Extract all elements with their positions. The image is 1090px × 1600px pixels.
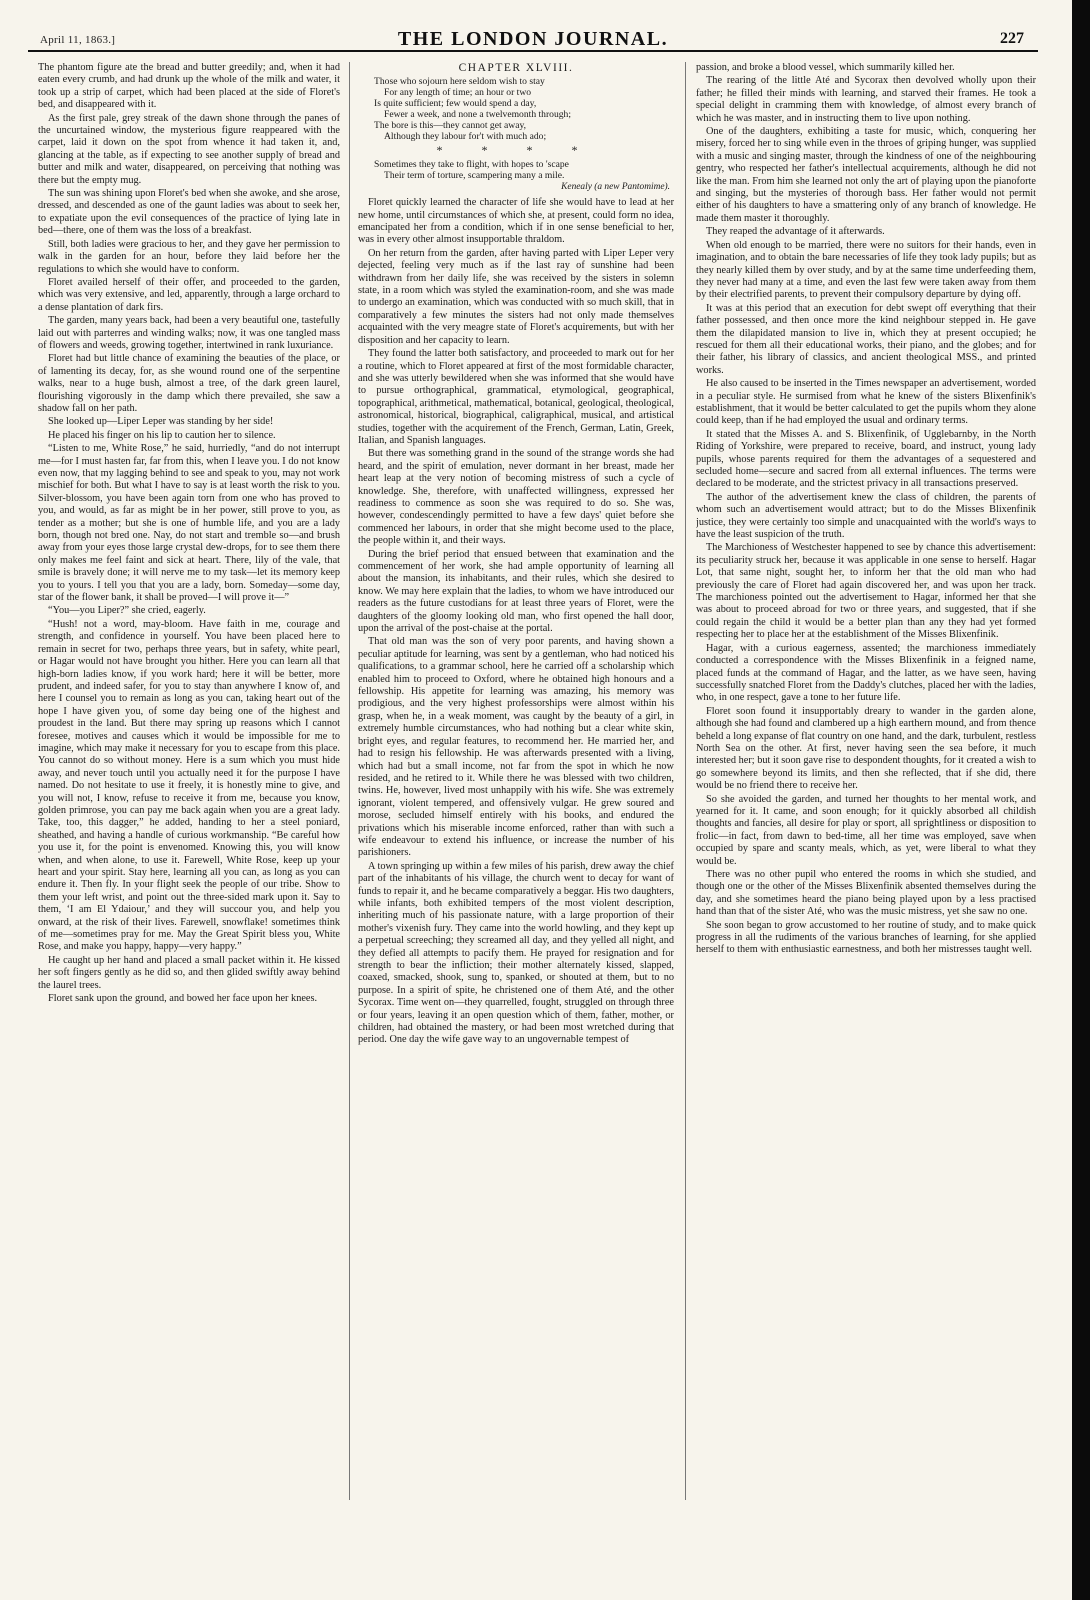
paragraph: Floret sank upon the ground, and bowed her face upon her knees. [48,993,318,1005]
masthead [28,28,1038,52]
verse-line: Those who sojourn here seldom wish to stay [374,76,545,88]
paragraph: It was at this period that an execution for debt swept off everything that their father possessed, and then once more the kind neighbour stepped in. He gave them the dilapidated mansion to live in, which they at present occupied; he rescued for them all their educational works, their piano, and the globes; and for their father, his library of classics, and ancient theological MSS., and printed works. [696,302,1036,376]
paragraph: “Listen to me, White Rose,” he said, hurriedly, “and do not interrupt me—for I must hasten far, far from this, when I leave you. I do not know even now, that my lagging behind to see and speak to you, may not work mischief for both. But what I have to say is at least worth the risk to you. Silver-blossom, you have been again torn from one who has proved to you, and would, as far as might be in her power, still prove to you, as tender as a mother; but she is one of humble life, and you are a lady born, though not bred one. Nay, do not start and tremble so—and brush away from your eyes those large crystal dew-drops, for to see them there only makes me feel faint and sick at heart. There, lily of the vale, that smile is bravely done; it will nerve me to my task—let its memory keep you to yours. I tell you that you are a lady, born. Someday—some day, star of the flower bank, it shall be proved—I will prove it—” [38,443,340,604]
verse-line: For any length of time; an hour or two [384,87,532,99]
column-2 [358,62,674,1500]
column-rule-left [349,62,350,1500]
verse-line: Is quite sufficient; few would spend a day, [374,98,537,110]
paragraph: Floret soon found it insupportably dreary to wander in the garden alone, although she had found and clambered up a high earthern mound, and from thence beheld a long expanse of flat country on one hand, and the dark, turbulent, restless North Sea on the other. At first, never having seen the sea before, it much interested her; but it soon gave rise to despondent thoughts, for it created a wish to go somewhere beyond its limits, and then she reflected, that if she did, there would be no friend there to receive her. [696,705,1036,792]
paragraph: Still, both ladies were gracious to her, and they gave her permission to walk in the garden for an hour, before they laid before her the regulations to which she would have to conform. [38,238,340,275]
paragraph: That old man was the son of very poor parents, and having shown a peculiar aptitude for learning, was sent by a gentleman, who had noticed his qualifications, to a grammar school, here he carried off a scholarship which enabled him to proceed to Oxford, where he obtained high honours and a fellowship. His appetite for learning was amazing, his memory was prodigious, and the very highest professorships were almost within his grasp, when he, in a weak moment, was caught by the beauty of a girl, in extremely humble circumstances, who had nothing but a clear white skin, bright eyes, and regular features, to recommend her. He married her, and had to resign his fellowship. He was afterwards presented with a living, which had but a small income, not far from the spot in which he now resided, and he retired to it. While there he was blessed with two children, twins. He, however, lived most unhappily with his wife. She was extremely ignorant, violent tempered, and offensively vulgar. He grew soured and morose, secluded himself entirely with his books, and endured the privations which his miserable income enforced, rather than with such a wife endeavour to extend his influence, or increase the number of his parishioners. [358,636,674,859]
paragraph: So she avoided the garden, and turned her thoughts to her mental work, and yearned for it. It came, and soon enough; for it quickly absorbed all childish thoughts and fancies, all desire for play or sport, all sprightliness or disposition to frolic—in fact, from dawn to bed-time, all her time was employed, save when occupied by spare and scanty meals, which, as yet, were liberal to what they would be. [696,793,1036,867]
paragraph: The author of the advertisement knew the class of children, the parents of whom such an advertisement would attract; but to do the Misses Blixenfinik justice, they were certainly too simple and unacquainted with the world's ways to have the least suspicion of the truth. [696,491,1036,541]
paragraph: He also caused to be inserted in the Times newspaper an advertisement, worded in a peculiar style. He surmised from what he knew of the sisters Blixenfinik's establishment, that it would be better calculated to get the pupils whom they alone could keep, than if he had employed the usual and ordinary terms. [696,378,1036,427]
paragraph: They reaped the advantage of it afterwards. [706,226,885,238]
issue-date: April 11, 1863.] [40,34,116,46]
paragraph: As the first pale, grey streak of the dawn shone through the panes of the uncurtained window, the mysterious figure reappeared with the carpet, laid it down on the spot from whence it had taken it, and, glancing at the table, as if expecting to see another supply of bread and butter and milk and water, disappeared, on perceiving that nothing was there but the empty mug. [38,112,340,186]
paragraph: But there was something grand in the sound of the strange words she had heard, and the spirit of emulation, never dormant in her breast, made her heart leap at the very notion of becoming mistress of such a cycle of knowledge. She, therefore, with unaffected willingness, expressed her readiness to commence as soon she was required to do so. She was, however, condescendingly permitted to have a few days' quiet before she commenced her labours, in order that she might become used to the place, the people within it, and their ways. [358,448,674,547]
epigraph-attribution: Kenealy (a new Pantomime). [561,181,670,192]
verse-line: Fewer a week, and none a twelvemonth through; [384,109,572,121]
paragraph: A town springing up within a few miles of his parish, drew away the chief part of the inhabitants of his village, the church went to decay for want of funds to repair it, and he became comparatively a beggar. His two daughters, while infants, both exhibited tempers of the most violent description, inheriting much of his passionate nature, with a large proportion of their mother's vixenish fury. They came into the world howling, and they kept up a perpetual screeching; they screamed all day, and they yelled all night, and they defied all attempts to pacify them. He prayed for resignation and for strength to bear the infliction; their mother alternately kissed, slapped, coaxed, smacked, shook, sung to, spanked, or shouted at them, but to no purpose. In a spirit of spite, he christened one of them Até, and the other Sycorax. Time went on—they quarrelled, fought, struggled on through three or four years, leaving it an open question which of them, father, mother, or children, had obtained the mastery, or had been most wretched during that period. One day the wife gave way to an ungovernable tempest of [358,860,674,1046]
epigraph [374,76,674,142]
paragraph: They found the latter both satisfactory, and proceeded to mark out for her a routine, which to Floret appeared at first of the most formidable character, and she was utterly bewildered when she was informed that she would have to pursue orthographical, grammatical, etymological, geographical, topographical, arithmetical, mathematical, botanical, geological, theological, astronomical, historical, biographical, caligraphical, musical, and artistical studies, together with the acquirement of the French, German, Latin, Greek, Italian, and Spanish languages. [358,348,674,446]
paragraph: “Hush! not a word, may-bloom. Have faith in me, courage and strength, and confidence in yourself. You have been placed here to remain in secret for two, perhaps three years, but in safety, white pearl, or Hagar would not have brought you hither. Here you can learn all that high-born ladies know, if you work hard; here it will be better, more prudent, and indeed safer, for you to stay than anywhere I know of, and here I counsel you to remain as long as you can, taking heart out of the hope I have given you, of some day being one of the highest and proudest in the land. But there may spring up reasons which I cannot foresee, motives and causes which it would be impossible for me to imagine, which may make it necessary for you to escape from this place. You cannot do so without money. Here is a sum which you must hide away, and never touch until you actually need it for the purpose I have named. Do not hesitate to use it freely, it is honestly mine to give, and you will not, I know, refuse to receive it from me, because you know, golden primrose, you can pay me back again when you are a great lady. Take, too, this dagger,” he added, handing to her a steel poniard, sheathed, and having a handle of curious workmanship. “Be careful how you use it, for the point is envenomed. Knowing this, you will know when, and when alone, to use it. Farewell, White Rose, keep up your heart and your spirit. Stay here, learning all you can, as long as you can endure it. Then fly. In your flight seek the people of our tribe. Show to them your left wrist, and point out the three-sided mark upon it. Say to them, ‘I am El Ydaiour,’ and they will succour you, and help you onward, at the risk of their lives. Farewell, snowflake! sometimes think of me—sometimes pray for me. May the Great Spirit bless you, White Rose, and make you happy, happy—very happy.” [38,618,340,953]
paragraph: The sun was shining upon Floret's bed when she awoke, and she arose, dressed, and descended as one of the gaunt ladies was about to seek her, to expatiate upon the evil consequences of the practice of lying late in bed—there, one of them was the loss of a breakfast. [38,188,340,237]
verse-line: The bore is this—they cannot get away, [374,120,527,132]
paragraph: It stated that the Misses A. and S. Blixenfinik, of Ugglebarnby, in the North Riding of Yorkshire, were prepared to receive, board, and instruct, young lady pupils, whose parents required for them the advantages of a sequestered and secluded home—secure and sacred from all external influences. The terms were declared to be moderate, and the strictest privacy in all transactions preserved. [696,428,1036,490]
paragraph: The rearing of the little Até and Sycorax then devolved wholly upon their father; he filled their minds with learning, and starved their frames. He took a special delight in cramming them with knowledge, of almost every branch of which he was master, and in instructing them to live upon nothing. [696,75,1036,124]
column-3 [696,62,1036,1500]
column-1 [38,62,340,1500]
verse-line: Sometimes they take to flight, with hopes to 'scape [374,158,569,170]
paragraph: She soon began to grow accustomed to her routine of study, and to make quick progress in all the rudiments of the various branches of learning, for she applied herself to them with enthusiastic earnestness, and both her mistresses taught well. [696,919,1036,956]
paragraph: During the brief period that ensued between that examination and the commencement of her work, she had ample opportunity of learning all about the mansion, its inhabitants, and their rules, which she desired to know. We may here explain that the ladies, to whom we have introduced our readers as the future custodians for at least three years of Floret, were the daughters of the gloomy looking old man, who first opened the hall door, upon the arrival of the post-chaise at the portal. [358,548,674,635]
paragraph: The Marchioness of Westchester happened to see by chance this advertisement: its peculiarity struck her, because it was applicable in one sense to herself. Hagar Lot, that same night, sought her, to inform her that the old man who had previously the care of Floret had again discovered her, and was upon her track. The marchioness pointed out the advertisement to Hagar, informed her that she was about to proceed abroad for two or three years, and suggested, that if she could regain the child it would be a better plan than any they had yet formed respecting her to place her at the establishment of the Misses Blixenfinik. [696,542,1036,641]
paragraph: Floret had but little chance of examining the beauties of the place, or of lamenting its decay, for, as she wound round one of the serpentine walks, near to a huge bush, almost a tree, of the dark green laurel, flourishing vigorously in the damp which there prevailed, she saw a shadow fall on her path. [38,353,340,414]
page-number: 227 [1000,30,1024,47]
paragraph: Floret quickly learned the character of life she would have to lead at her new home, until circumstances of which she, at present, could form no idea, emancipated her from a condition, which if in one sense beneficial to her, was in every other almost insupportable thraldom. [358,197,674,246]
epigraph-continued [374,159,674,181]
paragraph: On her return from the garden, after having parted with Liper Leper very dejected, feeling very much as if the last ray of sunshine had been withdrawn from her daily life, she was received by the sisters in solemn state, in a room which was styled the examination-room, and she was made to undergo an examination, which was conducted with so much skill, that in comparatively a few minutes the sisters had not only made themselves acquainted with the very meagre state of Floret's acquirements, but with her disposition and her capacity to learn. [358,247,674,346]
paragraph: The phantom figure ate the bread and butter greedily; and, when it had eaten every crumb, and had drunk up the whole of the milk and water, it took up a strip of carpet, which had been placed at the side of Floret's bed, and disappeared with it. [38,62,340,111]
asterism: * * * * [436,143,596,158]
paragraph: One of the daughters, exhibiting a taste for music, which, conquering her misery, forced her to sing while even in the throes of griping hunger, was supplied with a music and singing master, through the kindness of one of the neighbouring gentry, who respected her father's intellectual acquirements, although he did not like the man. From him she learned not only the art of playing upon the pianoforte and singing, but the mysteries of thorough bass. Her father would not permit either of his daughters to have a smattering only of any branch of knowledge. He made them master it thoroughly. [696,126,1036,224]
journal-title: THE LONDON JOURNAL. [397,28,669,50]
verse-line: Although they labour for't with much ado; [384,131,547,143]
paragraph: The garden, many years back, had been a very beautiful one, tastefully laid out with parterres and winding walks; now, it was one tangled mass of flowers and weeds, growing together, intertwined in rank luxuriance. [38,315,340,351]
paragraph: When old enough to be married, there were no suitors for their hands, even in imagination, and to obtain the bare necessaries of life they took lady pupils; but as they nearly killed them by over study, and by at the same time underfeeding them, they never had many at a time, and even the last few were taken away from them by their electrified parents, to prevent their compulsory departure by dying off. [696,239,1036,301]
paragraph: There was no other pupil who entered the rooms in which she studied, and though one or the other of the Misses Blixenfinik absented themselves during the day, and she sometimes heard the piano being played upon by a less practised hand than that of the sister Até, who was the music mistress, yet she saw no one. [696,869,1036,918]
paragraph: “You—you Liper?” she cried, eagerly. [48,605,206,617]
paragraph: She looked up—Liper Leper was standing by her side! [48,416,274,428]
verse-line: Their term of torture, scampering many a mile. [384,169,565,181]
paragraph: He placed his finger on his lip to caution her to silence. [48,429,276,441]
paragraph: Floret availed herself of their offer, and proceeded to the garden, which was very extensive, and led, apparently, through a large orchard to a dense plantation of dark firs. [38,276,340,313]
column-rule-right [685,62,686,1500]
paragraph: Hagar, with a curious eagerness, assented; the marchioness immediately conducted a correspondence with the Misses Blixenfinik in a feigned name, placed funds at the command of Hagar, and the latter, as we have seen, having successfully snatched Floret from the Daddy's clutches, placed her with the ladies, who, in one respect, gave a tone to her future life. [696,642,1036,704]
chapter-heading: CHAPTER XLVIII. [458,62,574,74]
paragraph: passion, and broke a blood vessel, which summarily killed her. [696,62,955,73]
paragraph: He caught up her hand and placed a small packet within it. He kissed her soft fingers gently as he did so, and then glided swiftly away behind the laurel trees. [38,954,340,991]
